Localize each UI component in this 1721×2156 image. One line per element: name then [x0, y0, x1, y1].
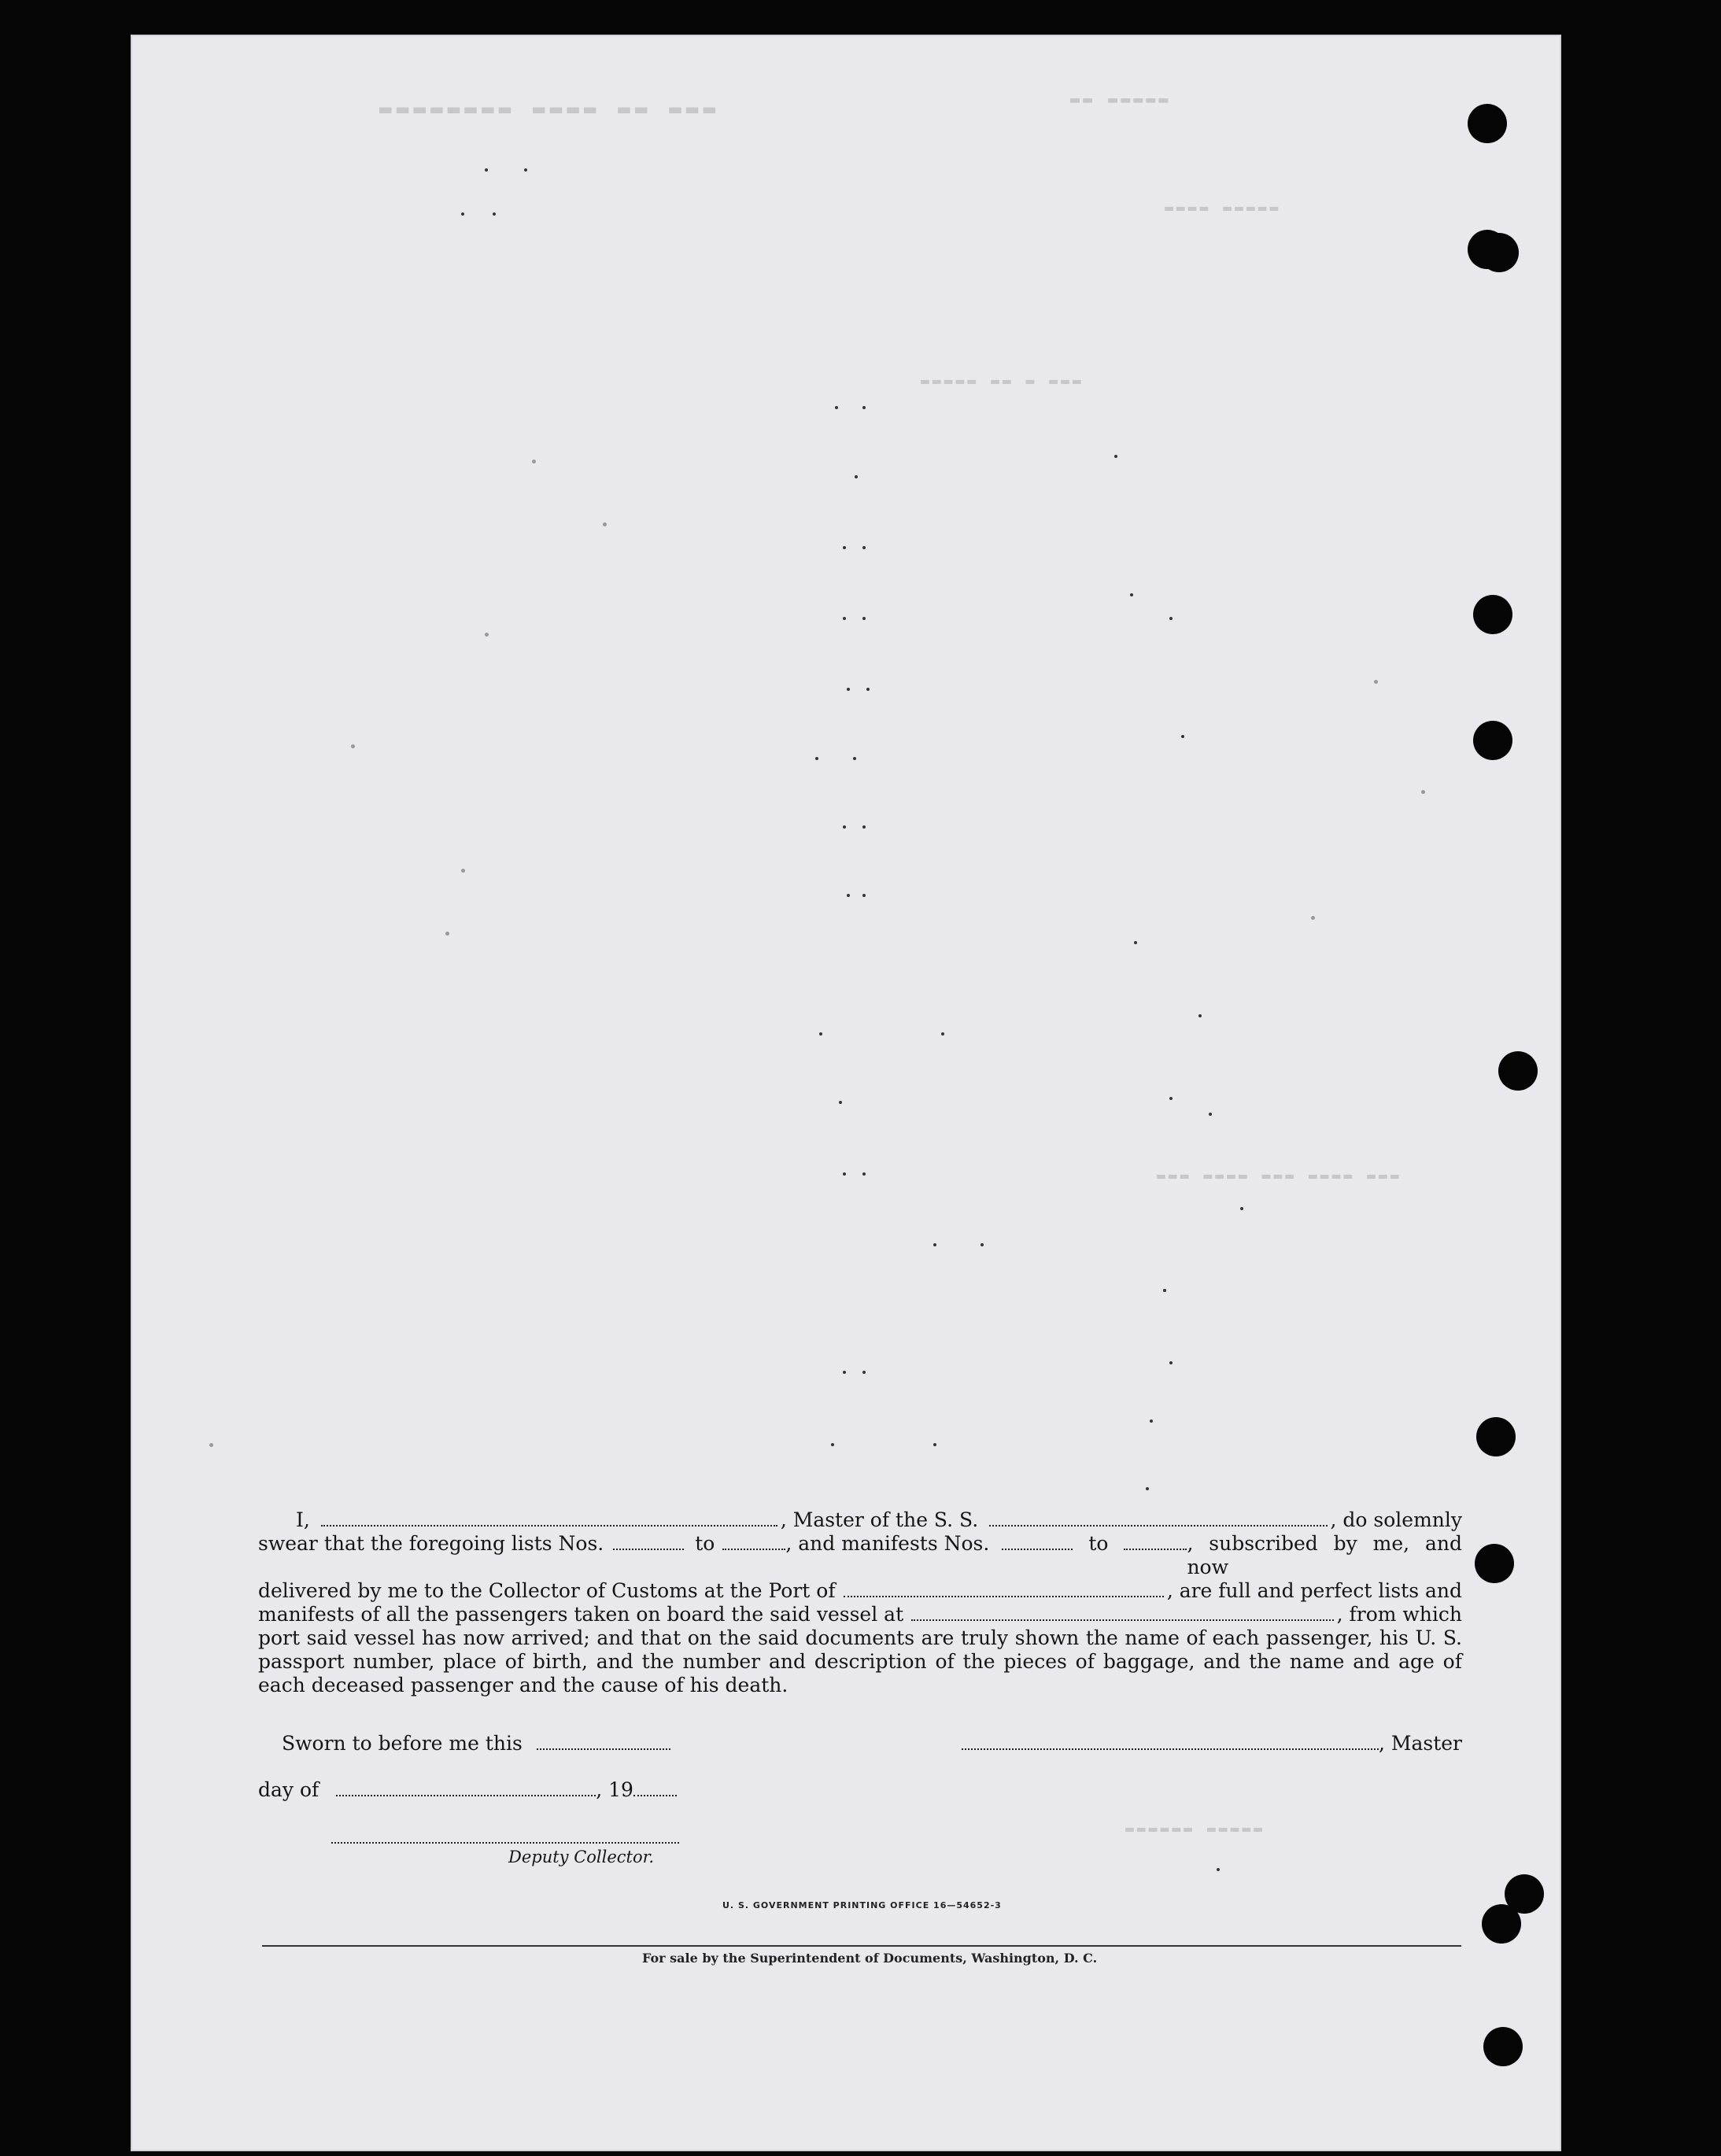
oath-text: , Master of the S. S.: [780, 1508, 979, 1531]
paper-speck: [1209, 1113, 1212, 1116]
paper-speck: [603, 522, 607, 526]
paper-speck: [815, 757, 818, 760]
oath-line-2: [258, 1532, 1462, 1579]
punch-hole: [1473, 721, 1512, 760]
paper-speck: [1169, 1097, 1173, 1100]
paper-speck: [461, 212, 464, 216]
paper-speck: [524, 168, 527, 172]
paper-speck: [862, 617, 866, 620]
paper-speck: [843, 825, 846, 829]
paper-speck: [847, 894, 850, 897]
paper-speck: [862, 406, 866, 409]
master-label: , Master: [1378, 1732, 1462, 1755]
paper-speck: [485, 633, 489, 637]
year-prefix-label: , 19: [596, 1778, 633, 1801]
oath-text: port said vessel has now arrived; and that on the said documents are truly shown the name of each passenger, his U. S. passport number, place of birth, and the number and description of the pieces of baggage, and the name and age of each deceased passenger and the cause of his death.: [258, 1626, 1462, 1696]
day-of-label: day of: [258, 1778, 319, 1801]
punch-hole: [1479, 233, 1519, 272]
paper-speck: [1150, 1419, 1153, 1423]
oath-text: swear that the foregoing lists Nos.: [258, 1532, 604, 1555]
deputy-collector-signature-field[interactable]: [331, 1842, 679, 1844]
paper-speck: [1374, 680, 1378, 684]
bleed-through-text: ▬▬▬ ▬▬▬▬ ▬▬▬ ▬▬▬▬ ▬▬▬: [1154, 1168, 1399, 1184]
oath-text: , are full and perfect lists and: [1166, 1579, 1462, 1602]
sworn-label: Sworn to before me this: [282, 1732, 523, 1755]
oath-text: , subscribed by me, and now: [1187, 1532, 1462, 1578]
punch-hole: [1482, 1904, 1521, 1944]
port-of-arrival-field[interactable]: [844, 1596, 1164, 1597]
paper-speck: [839, 1101, 842, 1104]
sworn-left: [282, 1732, 670, 1755]
paper-speck: [831, 1443, 834, 1446]
paper-speck: [532, 460, 536, 463]
bottom-rule: [262, 1945, 1461, 1947]
paper-speck: [1311, 916, 1315, 920]
paper-speck: [862, 1371, 866, 1374]
paper-speck: [862, 894, 866, 897]
oath-text: I,: [296, 1508, 310, 1531]
paper-speck: [209, 1443, 213, 1447]
vessel-name-field[interactable]: [989, 1525, 1327, 1527]
oath-text: delivered by me to the Collector of Customs at the Port of: [258, 1579, 836, 1602]
lists-from-field[interactable]: [613, 1549, 684, 1550]
paper-speck: [853, 757, 856, 760]
paper-speck: [843, 546, 846, 549]
paper-speck: [843, 617, 846, 620]
paper-speck: [843, 1172, 846, 1176]
year-field[interactable]: [633, 1795, 677, 1796]
paper-speck: [1169, 617, 1173, 620]
manifests-to-field[interactable]: [1124, 1549, 1187, 1550]
paper-speck: [835, 406, 838, 409]
bleed-through-text: ▬▬▬ ▬ ▬▬ ▬▬▬▬▬: [918, 373, 1081, 389]
oath-text: , from which: [1336, 1603, 1462, 1626]
paper-speck: [933, 1443, 936, 1446]
paper-speck: [485, 168, 488, 172]
punch-hole: [1476, 1417, 1516, 1456]
sworn-date-field[interactable]: [537, 1748, 670, 1750]
oath-text: to: [695, 1532, 715, 1555]
paper-speck: [862, 546, 866, 549]
port-of-departure-field[interactable]: [911, 1619, 1333, 1621]
master-name-field[interactable]: [321, 1525, 777, 1527]
paper-speck: [1114, 455, 1117, 458]
paper-speck: [866, 688, 870, 691]
sworn-right: [962, 1732, 1462, 1755]
paper-speck: [1130, 593, 1133, 596]
month-field[interactable]: [336, 1795, 596, 1796]
deputy-collector-label: Deputy Collector.: [508, 1848, 655, 1866]
paper-speck: [493, 212, 496, 216]
paper-speck: [1198, 1014, 1202, 1017]
oath-line-3: [258, 1579, 1462, 1603]
paper-speck: [1240, 1207, 1243, 1210]
paper-speck: [445, 932, 449, 936]
punch-hole: [1483, 2027, 1523, 2066]
punch-hole: [1473, 595, 1512, 634]
oath-text: , and manifests Nos.: [785, 1532, 990, 1555]
paper-speck: [847, 688, 850, 691]
punch-hole: [1498, 1051, 1538, 1091]
paper-speck: [1163, 1289, 1166, 1292]
for-sale-imprint: For sale by the Superintendent of Documents, Washington, D. C.: [642, 1951, 1098, 1966]
oath-line-4: [258, 1603, 1462, 1626]
paper-speck: [862, 825, 866, 829]
master-oath-paragraph: [258, 1508, 1462, 1697]
bleed-through-text: ▬▬▬ ▬▬ ▬▬▬▬ ▬▬▬▬▬▬▬▬: [375, 98, 716, 121]
printing-office-imprint: U. S. GOVERNMENT PRINTING OFFICE 16—54652-3: [722, 1900, 1002, 1910]
paper-speck: [1134, 941, 1137, 944]
paper-speck: [941, 1032, 944, 1036]
paper-speck: [1146, 1487, 1149, 1490]
punch-hole: [1475, 1544, 1514, 1583]
bleed-through-text: ▬▬▬▬▬ ▬▬▬▬: [1161, 200, 1279, 216]
paper-speck: [1169, 1361, 1173, 1364]
paper-speck: [351, 744, 355, 748]
paper-speck: [1181, 735, 1184, 738]
paper-speck: [843, 1371, 846, 1374]
lists-to-field[interactable]: [722, 1549, 785, 1550]
oath-text: , do solemnly: [1330, 1508, 1462, 1531]
paper-speck: [933, 1243, 936, 1246]
manifests-from-field[interactable]: [1002, 1549, 1073, 1550]
paper-speck: [981, 1243, 984, 1246]
master-signature-field[interactable]: [962, 1748, 1379, 1750]
document-page: [131, 35, 1561, 2151]
day-row: [258, 1778, 677, 1801]
bleed-through-text: ▬▬▬▬▬ ▬▬▬▬▬▬: [1122, 1821, 1263, 1837]
punch-hole: [1468, 104, 1507, 143]
paper-speck: [855, 475, 858, 478]
paper-speck: [1217, 1868, 1220, 1871]
paper-speck: [862, 1172, 866, 1176]
oath-line-1: [258, 1508, 1462, 1532]
oath-text: to: [1088, 1532, 1109, 1555]
oath-text: manifests of all the passengers taken on board the said vessel at: [258, 1603, 904, 1626]
paper-speck: [461, 869, 465, 873]
paper-speck: [819, 1032, 822, 1036]
paper-speck: [1421, 790, 1425, 794]
bleed-through-text: ▬▬▬▬▬ ▬▬: [1067, 90, 1169, 109]
